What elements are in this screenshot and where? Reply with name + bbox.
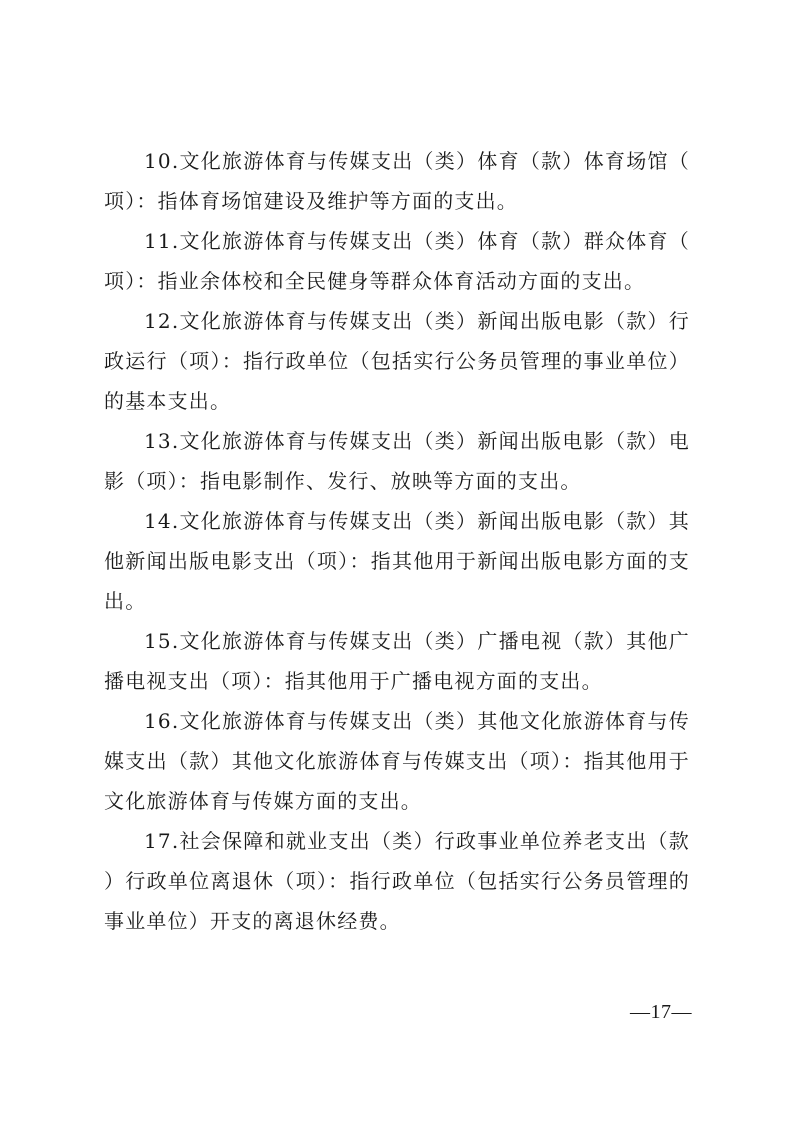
paragraph-item-17: 17.社会保障和就业支出（类）行政事业单位养老支出（款）行政单位离退休（项）：指行政单位（包括实行公务员管理的事业单位）开支的离退休经费。 bbox=[104, 829, 690, 933]
paragraph-item-13: 13.文化旅游体育与传媒支出（类）新闻出版电影（款）电影（项）：指电影制作、发行、放映等方面的支出。 bbox=[104, 429, 690, 493]
paragraph-item-11: 11.文化旅游体育与传媒支出（类）体育（款）群众体育（项）：指业余体校和全民健身等群众体育活动方面的支出。 bbox=[104, 229, 690, 293]
paragraph-item-15: 15.文化旅游体育与传媒支出（类）广播电视（款）其他广播电视支出（项）：指其他用于广播电视方面的支出。 bbox=[104, 629, 690, 693]
paragraph-item-14: 14.文化旅游体育与传媒支出（类）新闻出版电影（款）其他新闻出版电影支出（项）：指其他用于新闻出版电影方面的支出。 bbox=[104, 509, 690, 613]
page-number: —17— bbox=[630, 1001, 692, 1023]
paragraph-item-10: 10.文化旅游体育与传媒支出（类）体育（款）体育场馆（项）：指体育场馆建设及维护等方面的支出。 bbox=[104, 149, 690, 213]
paragraph-item-16: 16.文化旅游体育与传媒支出（类）其他文化旅游体育与传媒支出（款）其他文化旅游体育与传媒支出（项）：指其他用于文化旅游体育与传媒方面的支出。 bbox=[104, 709, 690, 813]
paragraph-item-12: 12.文化旅游体育与传媒支出（类）新闻出版电影（款）行政运行（项）：指行政单位（包括实行公务员管理的事业单位）的基本支出。 bbox=[104, 309, 690, 413]
